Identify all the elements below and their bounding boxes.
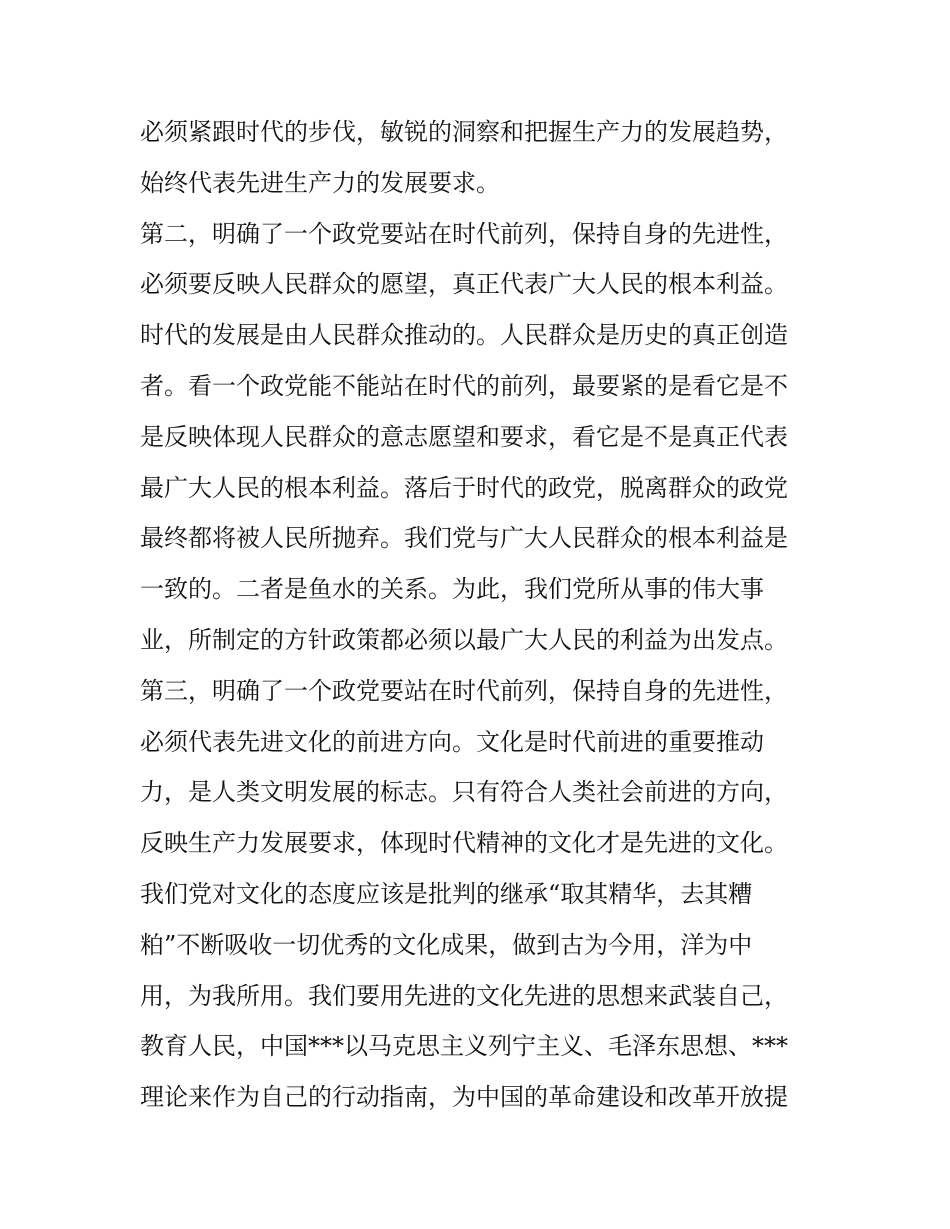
text-line: 第二，明确了一个政党要站在时代前列，保持自身的先进性， [140,219,788,248]
text-line: 第三，明确了一个政党要站在时代前列，保持自身的先进性， [140,676,788,705]
text-line: 时代的发展是由人民群众推动的。人民群众是历史的真正创造 [140,321,788,350]
text-line: 业，所制定的方针政策都必须以最广大人民的利益为出发点。 [140,625,788,654]
text-line: 者。看一个政党能不能站在时代的前列，最要紧的是看它是不 [140,371,788,400]
text-line: 力，是人类文明发展的标志。只有符合人类社会前进的方向， [140,778,788,807]
text-line: 反映生产力发展要求，体现时代精神的文化才是先进的文化。 [140,829,788,858]
text-line: 是反映体现人民群众的意志愿望和要求，看它是不是真正代表 [140,422,788,451]
text-line: 教育人民，中国***以马克思主义列宁主义、毛泽东思想、*** [140,1032,788,1061]
text-line: 粕”不断吸收一切优秀的文化成果，做到古为今用，洋为中 [140,930,753,959]
body-text [140,107,830,1123]
text-line: 用，为我所用。我们要用先进的文化先进的思想来武装自己， [140,981,788,1010]
text-line: 一致的。二者是鱼水的关系。为此，我们党所从事的伟大事 [140,575,764,604]
text-line: 最终都将被人民所抛弃。我们党与广大人民群众的根本利益是 [140,524,788,553]
text-line: 理论来作为自己的行动指南，为中国的革命建设和改革开放提 [140,1083,788,1112]
text-line: 我们党对文化的态度应该是批判的继承“取其精华，去其糟 [140,879,753,908]
text-line: 必须代表先进文化的前进方向。文化是时代前进的重要推动 [140,727,764,756]
text-line: 必须紧跟时代的步伐，敏锐的洞察和把握生产力的发展趋势， [140,118,788,146]
text-line: 始终代表先进生产力的发展要求。 [140,168,500,197]
text-line: 最广大人民的根本利益。落后于时代的政党，脱离群众的政党 [140,473,788,502]
text-line: 必须要反映人民群众的愿望，真正代表广大人民的根本利益。 [140,270,788,299]
